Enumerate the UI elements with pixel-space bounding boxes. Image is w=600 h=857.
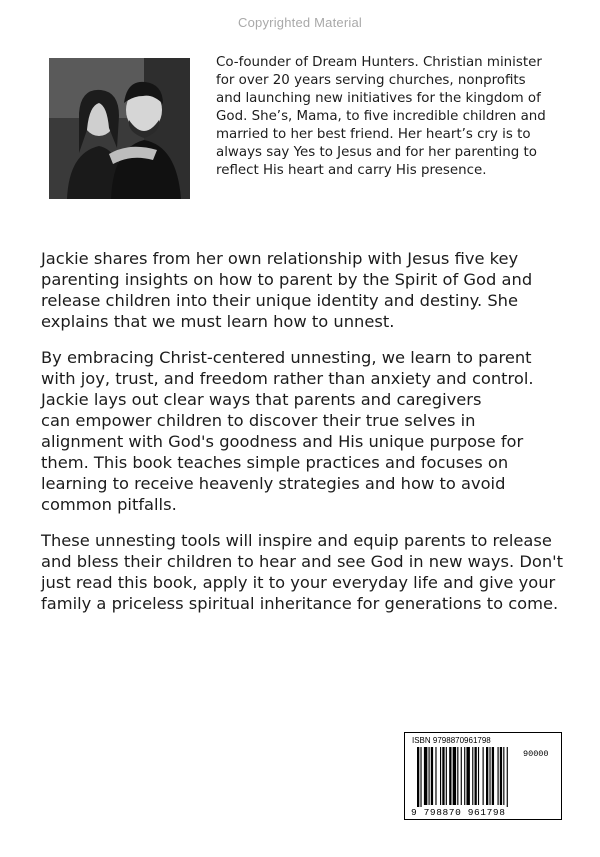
barcode-bar — [478, 747, 479, 805]
copyright-watermark-top: Copyrighted Material — [238, 15, 362, 30]
paragraph-line: parenting insights on how to parent by the Spirit of God and — [41, 270, 533, 289]
paragraph-line: common pitfalls. — [41, 495, 177, 514]
barcode-bar — [486, 747, 488, 805]
barcode-bar — [483, 747, 484, 805]
bio-line: Co-founder of Dream Hunters. Christian minister — [216, 55, 542, 70]
paragraph-line: just read this book, apply it to your everyday life and give your — [41, 573, 556, 592]
barcode-bar — [457, 747, 458, 805]
barcode-bar — [472, 747, 473, 805]
paragraph-line: explains that we must learn how to unnest. — [41, 312, 395, 331]
paragraph-line: Jackie lays out clear ways that parents and caregivers — [41, 390, 482, 409]
barcode-bar — [420, 747, 421, 807]
paragraph-line: By embracing Christ-centered unnesting, we learn to parent — [41, 348, 532, 367]
barcode-bar — [431, 747, 433, 805]
bio-line: reflect His heart and carry His presence. — [216, 163, 487, 178]
paragraph-line: family a priceless spiritual inheritance for generations to come. — [41, 594, 559, 613]
barcode-bar — [503, 747, 504, 805]
barcode-bar — [446, 747, 447, 805]
barcode-bar — [475, 747, 477, 805]
isbn-label: ISBN 9798870961798 — [412, 736, 491, 745]
barcode-bar — [424, 747, 427, 805]
description-paragraph-3 — [41, 530, 576, 614]
paragraph-line: them. This book teaches simple practices and focuses on — [41, 453, 509, 472]
paragraph-line: with joy, trust, and freedom rather than anxiety and control. — [41, 369, 534, 388]
bio-line: and launching new initiatives for the kingdom of — [216, 91, 541, 106]
barcode-digits: 9 798870 961798 — [411, 807, 506, 818]
barcode-bar — [500, 747, 502, 805]
barcode-bar — [440, 747, 441, 805]
paragraph-line: alignment with God's goodness and His unique purpose for — [41, 432, 524, 451]
barcode-bar — [442, 747, 444, 805]
barcode-bar — [489, 747, 490, 805]
author-bio — [216, 54, 566, 180]
barcode-bar — [498, 747, 499, 805]
barcode-bar — [507, 747, 508, 807]
paragraph-line: and bless their children to hear and see God in new ways. Don't — [41, 552, 564, 571]
description-paragraph-2 — [41, 347, 576, 515]
barcode-bar — [466, 747, 469, 805]
description-paragraph-1 — [41, 248, 576, 332]
author-photo — [49, 58, 190, 199]
bio-line: married to her best friend. Her heart’s cry is to — [216, 127, 531, 142]
bio-line: for over 20 years serving churches, nonprofits — [216, 73, 526, 88]
paragraph-line: Jackie shares from her own relationship with Jesus five key — [41, 249, 519, 268]
barcode-bar — [449, 747, 451, 805]
author-photo-image — [49, 58, 190, 199]
paragraph-line: These unnesting tools will inspire and equip parents to release — [41, 531, 552, 550]
bio-line: always say Yes to Jesus and for her parenting to — [216, 145, 537, 160]
paragraph-line: release children into their unique identity and destiny. She — [41, 291, 519, 310]
barcode-bar — [461, 747, 462, 805]
paragraph-line: learning to receive heavenly strategies and how to avoid — [41, 474, 506, 493]
bio-line: God. She’s, Mama, to five incredible children and — [216, 109, 546, 124]
paragraph-line: can empower children to discover their true selves in — [41, 411, 476, 430]
barcode-bar — [417, 747, 419, 807]
isbn-barcode — [404, 732, 562, 820]
barcode-bar — [429, 747, 430, 805]
price-code: 90000 — [523, 749, 549, 759]
barcode-bar — [453, 747, 456, 805]
barcode-bar — [435, 747, 436, 805]
barcode-bar — [464, 747, 465, 805]
barcode-bar — [492, 747, 494, 805]
